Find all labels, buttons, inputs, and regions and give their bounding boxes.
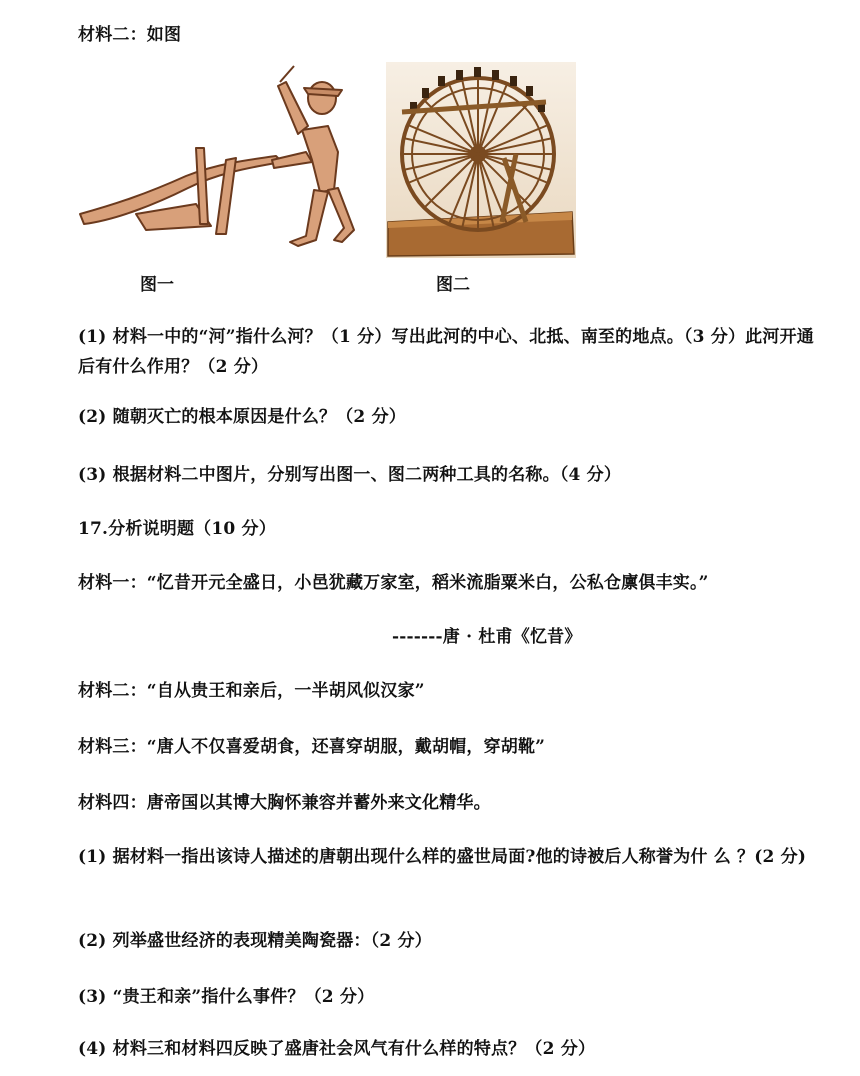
q17-part3: (3) “贵王和亲”指什么事件？（2 分）: [78, 987, 375, 1007]
q17-material4: 材料四：唐帝国以其博大胸怀兼容并蓄外来文化精华。: [78, 793, 491, 813]
q16-part1: (1) 材料一中的“河”指什么河？（1 分）写出此河的中心、北抵、南至的地点。（3 分）此河开通后有什么作用？（2 分）: [78, 327, 814, 377]
q17-part1: (1) 据材料一指出该诗人描述的唐朝出现什么样的盛世局面?他的诗被后人称誉为什 么 ？(2 分): [78, 847, 807, 867]
q17-material1-source: -------唐 · 杜甫《忆昔》: [392, 627, 582, 647]
q17-material2: 材料二：“自从贵王和亲后，一半胡风似汉家”: [78, 681, 425, 701]
q17-title: 17.分析说明题（10 分）: [78, 519, 276, 539]
q16-part2: (2) 随朝灭亡的根本原因是什么？（2 分）: [78, 407, 406, 427]
q17-material1: 材料一：“忆昔开元全盛日，小邑犹藏万家室，稻米流脂粟米白，公私仓廪俱丰实。”: [78, 573, 709, 593]
material2-heading: 材料二：如图: [78, 25, 182, 45]
figure-1-caption: 图一: [140, 275, 174, 295]
figure-2-caption: 图二: [436, 275, 470, 295]
q17-part4: (4) 材料三和材料四反映了盛唐社会风气有什么样的特点？（2 分）: [78, 1039, 596, 1059]
q17-material3: 材料三：“唐人不仅喜爱胡食，还喜穿胡服，戴胡帽，穿胡靴”: [78, 737, 546, 757]
plough-farmer-illustration: [76, 64, 356, 254]
q16-part3: (3) 根据材料二中图片，分别写出图一、图二两种工具的名称。（4 分）: [78, 465, 622, 485]
waterwheel-photo: [386, 62, 576, 258]
q17-part2: (2) 列举盛世经济的表现精美陶瓷器：（2 分）: [78, 931, 432, 951]
